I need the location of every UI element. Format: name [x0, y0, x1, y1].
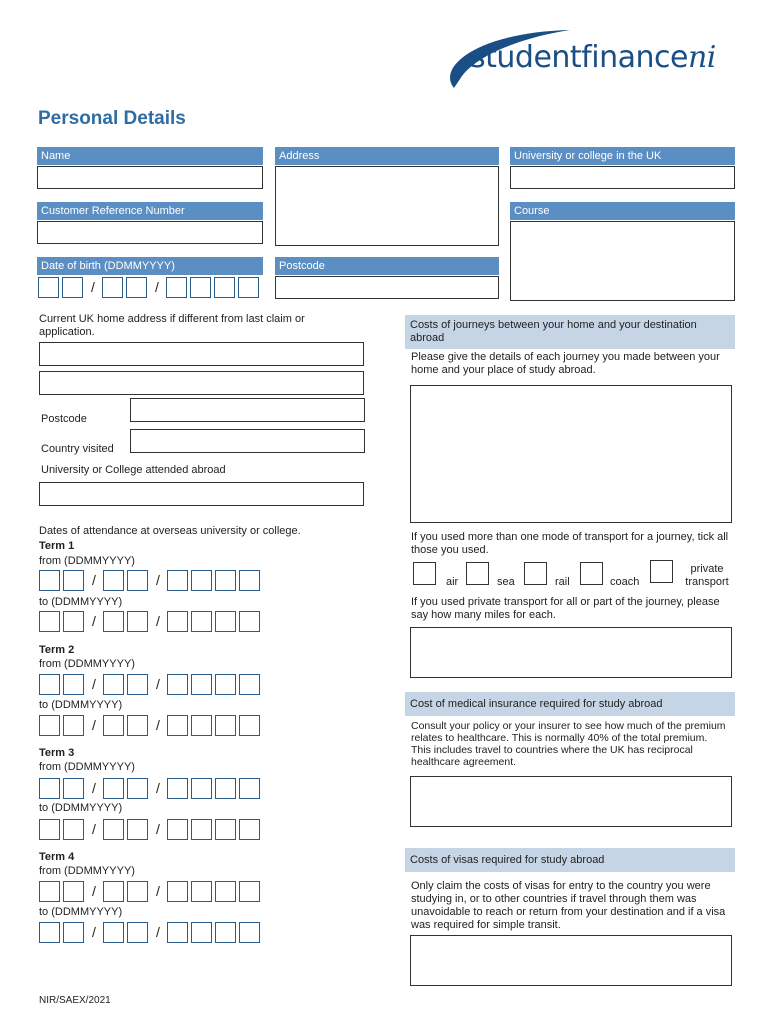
- crn-field[interactable]: [37, 221, 263, 244]
- term-1-from-digit-box[interactable]: [63, 570, 84, 591]
- private-miles-field[interactable]: [410, 627, 732, 678]
- university-uk-label: University or college in the UK: [510, 147, 735, 165]
- dob-digit-box[interactable]: [38, 277, 59, 298]
- term-1-label: Term 1: [39, 540, 75, 552]
- term-1-from-label: from (DDMMYYYY): [39, 555, 135, 567]
- term-3-to-label: to (DDMMYYYY): [39, 802, 123, 814]
- journeys-desc: Please give the details of each journey you made between your home and your place of study abroad.: [411, 351, 720, 376]
- term-2-from-label: from (DDMMYYYY): [39, 658, 135, 670]
- term-3-to-digit-box[interactable]: [63, 819, 84, 840]
- university-abroad-field[interactable]: [39, 482, 364, 506]
- term-4-to-digit-box[interactable]: [239, 922, 260, 943]
- term-1-to-digit-box[interactable]: [39, 611, 60, 632]
- logo-text: studentfinanceni: [470, 40, 716, 75]
- page-title: Personal Details: [38, 108, 186, 129]
- footer-code: NIR/SAEX/2021: [39, 995, 111, 1006]
- term-3-to-separator: /: [92, 821, 96, 837]
- postcode-label: Postcode: [275, 257, 499, 275]
- term-4-from-digit-box[interactable]: [167, 881, 188, 902]
- term-2-to-digit-box[interactable]: [39, 715, 60, 736]
- private-transport-label: private transport: [685, 563, 729, 588]
- term-1-to-digit-box[interactable]: [127, 611, 148, 632]
- term-2-to-digit-box[interactable]: [63, 715, 84, 736]
- term-1-from-separator: /: [92, 572, 96, 588]
- term-3-to-digit-box[interactable]: [167, 819, 188, 840]
- term-2-from-digit-box[interactable]: [167, 674, 188, 695]
- dob-label: Date of birth (DDMMYYYY): [37, 257, 263, 275]
- term-4-from-digit-box[interactable]: [39, 881, 60, 902]
- term-4-from-digit-box[interactable]: [239, 881, 260, 902]
- term-2-label: Term 2: [39, 644, 75, 656]
- dob-separator: /: [91, 279, 95, 295]
- rail-checkbox[interactable]: [524, 562, 547, 585]
- dob-digit-box[interactable]: [190, 277, 211, 298]
- country-visited-label: Country visited: [41, 443, 114, 455]
- term-2-from-digit-box[interactable]: [239, 674, 260, 695]
- term-4-to-separator: /: [156, 924, 160, 940]
- term-4-to-digit-box[interactable]: [39, 922, 60, 943]
- visa-field[interactable]: [410, 935, 732, 986]
- term-2-to-digit-box[interactable]: [167, 715, 188, 736]
- term-1-from-digit-box[interactable]: [103, 570, 124, 591]
- term-4-to-digit-box[interactable]: [103, 922, 124, 943]
- dob-digit-box[interactable]: [214, 277, 235, 298]
- term-3-from-digit-box[interactable]: [239, 778, 260, 799]
- medical-desc: Consult your policy or your insurer to see how much of the premium relates to healthcare. This is normally 40% of the total premium. This includes travel to countries where the UK has reciprocal healthcare agreement.: [411, 720, 726, 768]
- term-1-from-separator: /: [156, 572, 160, 588]
- term-4-to-label: to (DDMMYYYY): [39, 906, 123, 918]
- current-address-line1[interactable]: [39, 342, 364, 366]
- postcode-field[interactable]: [275, 276, 499, 299]
- medical-header: Cost of medical insurance required for study abroad: [405, 692, 735, 716]
- term-2-to-digit-box[interactable]: [239, 715, 260, 736]
- term-1-to-digit-box[interactable]: [239, 611, 260, 632]
- term-2-from-digit-box[interactable]: [191, 674, 212, 695]
- term-3-to-digit-box[interactable]: [103, 819, 124, 840]
- term-3-from-separator: /: [92, 780, 96, 796]
- term-1-to-digit-box[interactable]: [215, 611, 236, 632]
- rail-label: rail: [555, 576, 570, 588]
- current-address-line2[interactable]: [39, 371, 364, 395]
- term-4-from-digit-box[interactable]: [191, 881, 212, 902]
- term-3-from-digit-box[interactable]: [103, 778, 124, 799]
- university-abroad-label: University or College attended abroad: [41, 464, 226, 476]
- country-visited-field[interactable]: [130, 429, 365, 453]
- coach-label: coach: [610, 576, 640, 588]
- term-1-to-digit-box[interactable]: [167, 611, 188, 632]
- term-3-from-digit-box[interactable]: [39, 778, 60, 799]
- address-field[interactable]: [275, 166, 499, 246]
- term-1-to-label: to (DDMMYYYY): [39, 596, 123, 608]
- journeys-header: Costs of journeys between your home and your destination abroad: [405, 315, 735, 349]
- current-address-text: Current UK home address if different from last claim or application.: [39, 313, 305, 338]
- visa-header: Costs of visas required for study abroad: [405, 848, 735, 872]
- term-4-to-digit-box[interactable]: [167, 922, 188, 943]
- dob-digit-box[interactable]: [166, 277, 187, 298]
- medical-field[interactable]: [410, 776, 732, 827]
- term-2-from-separator: /: [92, 676, 96, 692]
- term-1-to-digit-box[interactable]: [63, 611, 84, 632]
- dob-digit-box[interactable]: [238, 277, 259, 298]
- term-4-label: Term 4: [39, 851, 75, 863]
- term-3-to-digit-box[interactable]: [127, 819, 148, 840]
- transport-intro: If you used more than one mode of transport for a journey, tick all those you used.: [411, 531, 729, 556]
- term-2-from-digit-box[interactable]: [127, 674, 148, 695]
- term-3-to-digit-box[interactable]: [239, 819, 260, 840]
- term-4-to-digit-box[interactable]: [215, 922, 236, 943]
- term-1-to-digit-box[interactable]: [191, 611, 212, 632]
- term-3-from-digit-box[interactable]: [167, 778, 188, 799]
- term-4-from-label: from (DDMMYYYY): [39, 865, 135, 877]
- term-4-from-digit-box[interactable]: [103, 881, 124, 902]
- term-2-from-digit-box[interactable]: [63, 674, 84, 695]
- air-label: air: [446, 576, 459, 588]
- term-2-to-digit-box[interactable]: [191, 715, 212, 736]
- term-2-to-separator: /: [92, 717, 96, 733]
- term-1-from-digit-box[interactable]: [127, 570, 148, 591]
- term-4-from-digit-box[interactable]: [215, 881, 236, 902]
- abroad-postcode-label: Postcode: [41, 413, 87, 425]
- visa-desc: Only claim the costs of visas for entry to the country you were studying in, or to other countries if travel through them was unavoidable to reach or return from your destination and if a visa was required for simple transit.: [411, 880, 726, 931]
- term-3-from-label: from (DDMMYYYY): [39, 761, 135, 773]
- sea-checkbox[interactable]: [466, 562, 489, 585]
- term-3-to-digit-box[interactable]: [39, 819, 60, 840]
- term-2-to-separator: /: [156, 717, 160, 733]
- term-3-from-digit-box[interactable]: [215, 778, 236, 799]
- term-4-from-separator: /: [156, 883, 160, 899]
- term-4-to-digit-box[interactable]: [63, 922, 84, 943]
- term-2-to-digit-box[interactable]: [103, 715, 124, 736]
- term-2-from-digit-box[interactable]: [103, 674, 124, 695]
- address-label: Address: [275, 147, 499, 165]
- term-1-to-digit-box[interactable]: [103, 611, 124, 632]
- private-transport-checkbox[interactable]: [650, 560, 673, 583]
- term-2-from-separator: /: [156, 676, 160, 692]
- term-3-from-digit-box[interactable]: [63, 778, 84, 799]
- term-2-to-digit-box[interactable]: [215, 715, 236, 736]
- term-1-from-digit-box[interactable]: [167, 570, 188, 591]
- term-3-to-digit-box[interactable]: [191, 819, 212, 840]
- logo: [440, 26, 740, 90]
- term-2-to-label: to (DDMMYYYY): [39, 699, 123, 711]
- abroad-postcode-field[interactable]: [130, 398, 365, 422]
- term-1-from-digit-box[interactable]: [239, 570, 260, 591]
- dob-separator: /: [155, 279, 159, 295]
- course-field[interactable]: [510, 221, 735, 301]
- term-2-from-digit-box[interactable]: [39, 674, 60, 695]
- term-4-from-digit-box[interactable]: [127, 881, 148, 902]
- term-3-from-separator: /: [156, 780, 160, 796]
- term-3-label: Term 3: [39, 747, 75, 759]
- term-4-to-digit-box[interactable]: [191, 922, 212, 943]
- dob-digit-box[interactable]: [102, 277, 123, 298]
- name-label: Name: [37, 147, 263, 165]
- term-1-to-separator: /: [92, 613, 96, 629]
- term-1-from-digit-box[interactable]: [39, 570, 60, 591]
- sea-label: sea: [497, 576, 515, 588]
- term-3-to-separator: /: [156, 821, 160, 837]
- term-1-to-separator: /: [156, 613, 160, 629]
- term-4-from-separator: /: [92, 883, 96, 899]
- course-label: Course: [510, 202, 735, 220]
- term-4-to-separator: /: [92, 924, 96, 940]
- term-4-from-digit-box[interactable]: [63, 881, 84, 902]
- term-3-to-digit-box[interactable]: [215, 819, 236, 840]
- term-4-to-digit-box[interactable]: [127, 922, 148, 943]
- dates-intro: Dates of attendance at overseas university or college.: [39, 525, 301, 537]
- term-2-to-digit-box[interactable]: [127, 715, 148, 736]
- air-checkbox[interactable]: [413, 562, 436, 585]
- journeys-field[interactable]: [410, 385, 732, 523]
- coach-checkbox[interactable]: [580, 562, 603, 585]
- term-2-from-digit-box[interactable]: [215, 674, 236, 695]
- term-1-from-digit-box[interactable]: [191, 570, 212, 591]
- university-uk-field[interactable]: [510, 166, 735, 189]
- term-3-from-digit-box[interactable]: [127, 778, 148, 799]
- crn-label: Customer Reference Number: [37, 202, 263, 220]
- term-3-from-digit-box[interactable]: [191, 778, 212, 799]
- dob-digit-box[interactable]: [126, 277, 147, 298]
- private-miles-text: If you used private transport for all or part of the journey, please say how many miles for each.: [411, 596, 720, 621]
- term-1-from-digit-box[interactable]: [215, 570, 236, 591]
- name-field[interactable]: [37, 166, 263, 189]
- dob-digit-box[interactable]: [62, 277, 83, 298]
